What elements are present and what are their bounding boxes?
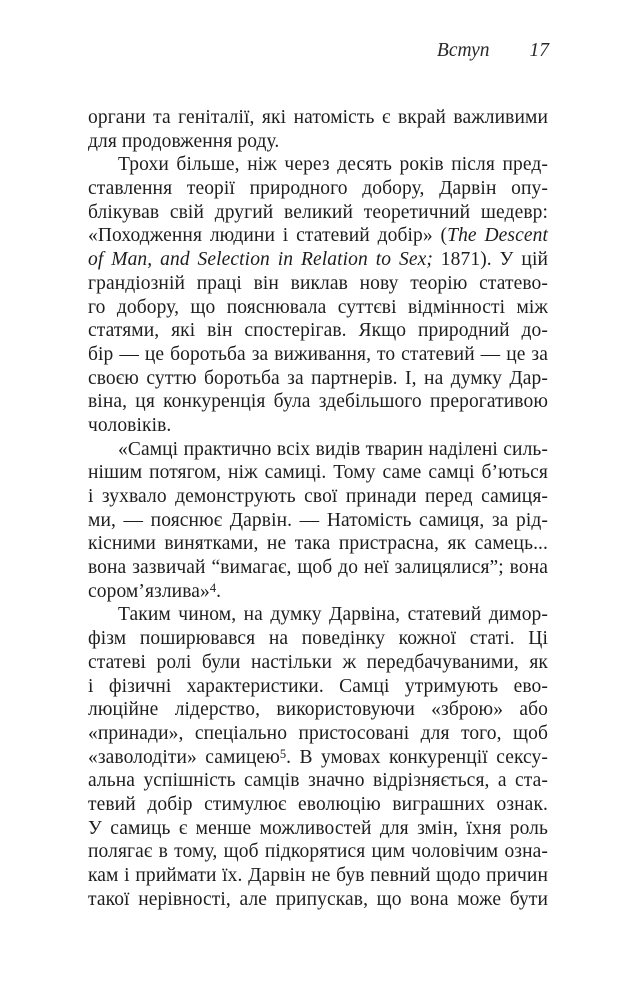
text-line: ставлення теорії природного добору, Дарвін опу- (88, 178, 548, 200)
text-line: го добору, що пояснювала суттєві відмінності між (88, 296, 548, 318)
page-number: 17 (529, 40, 549, 61)
text-line: альна успішність самців значно відрізняється, а ста- (88, 770, 548, 792)
text-line: фізм поширювався на поведінку кожної статі. Ці (88, 628, 548, 650)
running-head-title: Вступ (436, 40, 490, 61)
text-line: ми, — пояснює Дарвін. — Натомість самиця, за рід- (88, 509, 548, 531)
text-line: грандіозній праці він виклав нову теорію статево- (88, 272, 548, 294)
text-line: вона зазвичай “вимагає, щоб до неї залицялися”; вона (88, 557, 548, 579)
paragraph (88, 438, 548, 604)
text-line: статеві ролі були настільки ж передбачуваними, як (88, 651, 548, 673)
page-body (88, 106, 548, 911)
text-line: такої нерівності, але припускав, що вона може бути (88, 888, 548, 910)
text-line: блікував свій другий великий теоретичний шедевр: (88, 201, 548, 223)
text-line: своєю суттю боротьба за партнерів. І, на думку Дар- (88, 367, 548, 389)
text-line: «Походження людини і статевий добір» (The Descent (88, 225, 549, 247)
text-line: і фізичні характеристики. Самці утримують ево- (88, 675, 548, 697)
text-line: of Man, and Selection in Relation to Sex; 1871). У цій (88, 249, 548, 271)
paragraph (88, 603, 548, 911)
running-head (88, 40, 549, 62)
text-line: кам і приймати їх. Дарвін не був певний щодо причин (88, 865, 548, 886)
text-line: «заволодіти» самицею$^5$. В умовах конкуренції сексу- (88, 746, 548, 768)
text-line: сором’язлива»$^4$. (88, 580, 222, 602)
text-line: органи та геніталії, які натомість є вкрай важливими (88, 107, 548, 128)
paragraph (88, 153, 548, 437)
text-line: статями, які він спостерігав. Якщо природний до- (88, 320, 548, 342)
text-line: кісними винятками, не така пристрасна, як самець... (88, 533, 548, 555)
paragraph (88, 106, 548, 153)
text-line: нішим потягом, ніж самиці. Тому саме самці б’ються (88, 462, 548, 484)
text-line: Таким чином, на думку Дарвіна, статевий димор- (118, 604, 548, 626)
text-line: Трохи більше, ніж через десять років після пред- (118, 154, 548, 176)
text-line: віна, ця конкуренція була здебільшого прерогативою (88, 391, 548, 413)
text-line: чоловіків. (88, 414, 172, 436)
text-line: У самиць є менше можливостей для змін, їхня роль (88, 817, 548, 839)
text-line: полягає в тому, щоб підкорятися цим чоловічим озна- (88, 841, 548, 863)
text-line: тевий добір стимулює еволюцію виграшних ознак. (88, 793, 548, 815)
text-line: люційне лідерство, використовуючи «зброю» або (88, 699, 548, 721)
text-line: «принади», спеціально пристосовані для того, щоб (88, 722, 548, 744)
text-line: бір — це боротьба за виживання, то статевий — це за (88, 343, 548, 365)
text-line: і зухвало демонструють свої принади перед самиця- (88, 486, 548, 507)
text-line: «Самці практично всіх видів тварин наділені силь- (118, 438, 548, 460)
text-line: для продовження роду. (88, 130, 280, 152)
